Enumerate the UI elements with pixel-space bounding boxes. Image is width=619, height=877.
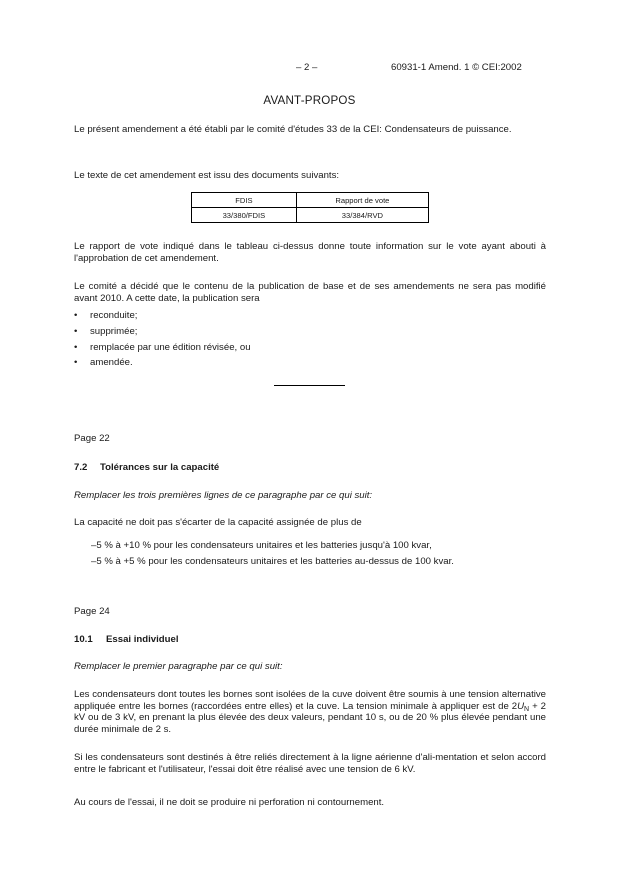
separator-line: [274, 378, 345, 389]
table-cell: 33/384/RVD: [296, 208, 428, 223]
section-heading-number: 10.1: [74, 634, 93, 645]
test-paragraph: [74, 689, 546, 735]
voltage-symbol: U: [517, 700, 525, 712]
page-number: – 2 –: [296, 62, 318, 73]
table-header-cell: Rapport de vote: [296, 193, 428, 208]
list-item-text: remplacée par une édition révisée, ou: [90, 342, 251, 353]
list-item: –5 % à +10 % pour les condensateurs unitaires et les batteries jusqu'à 100 kvar,: [91, 540, 432, 551]
instruction-text: Remplacer le premier paragraphe par ce qui suit:: [74, 661, 283, 672]
instruction-text: Remplacer les trois premières lignes de ce paragraphe par ce qui suit:: [74, 490, 373, 501]
list-item-text: amendée.: [90, 357, 133, 368]
section-heading-number: 7.2: [74, 462, 88, 473]
bullet-icon: •: [74, 357, 78, 368]
list-item: –5 % à +5 % pour les condensateurs unitaires et les batteries au-dessus de 100 kvar.: [91, 556, 454, 567]
body-paragraph: Au cours de l'essai, il ne doit se produire ni perforation ni contournement.: [74, 797, 385, 808]
list-item-text: reconduite;: [90, 310, 138, 321]
bullet-icon: •: [74, 326, 78, 337]
table-cell: 33/380/FDIS: [192, 208, 297, 223]
bullet-icon: •: [74, 310, 78, 321]
page-reference: Page 24: [74, 606, 110, 617]
voltage-subscript: N: [524, 705, 530, 713]
paragraph-text: Les condensateurs dont toutes les bornes sont isolées de la cuve doivent être soumis à une tension alternative appliquée entre les bornes (raccordées entre elles) et la cuve. La tension minimale à appliquer est de 2: [74, 689, 546, 712]
paragraph-text: + 2 kV ou de 3 kV, en prenant la plus élevée des deux valeurs, pendant 10 s, ou de 20 % plus élevée pendant une durée minimale de 2 s.: [74, 700, 546, 735]
table-row: [192, 208, 429, 223]
documents-intro: Le texte de cet amendement est issu des documents suivants:: [74, 170, 340, 181]
standard-reference: 60931-1 Amend. 1 © CEI:2002: [391, 62, 522, 73]
vote-table: [191, 192, 429, 223]
body-paragraph: La capacité ne doit pas s'écarter de la capacité assignée de plus de: [74, 517, 362, 528]
body-paragraph: Si les condensateurs sont destinés à être reliés directement à la ligne aérienne d'ali-mentation et selon accord entre le fabricant et l'utilisateur, l'essai doit être réalisé avec une tension de 6 kV.: [74, 752, 546, 775]
intro-paragraph: Le présent amendement a été établi par le comité d'études 33 de la CEI: Condensateurs de puissance.: [74, 124, 512, 135]
vote-report-paragraph: Le rapport de vote indiqué dans le tableau ci-dessus donne toute information sur le vote ayant abouti à l'approbation de cet amendement.: [74, 241, 546, 264]
list-item-text: supprimée;: [90, 326, 138, 337]
separator-rule: [274, 385, 345, 386]
section-heading-title: Essai individuel: [106, 634, 179, 645]
committee-decision-paragraph: Le comité a décidé que le contenu de la publication de base et de ses amendements ne sera pas modifié avant 2010. A cette date, la publication sera: [74, 281, 546, 304]
page-reference: Page 22: [74, 433, 110, 444]
bullet-icon: •: [74, 342, 78, 353]
page-title: AVANT-PROPOS: [263, 94, 356, 107]
table-header-cell: FDIS: [192, 193, 297, 208]
section-heading-title: Tolérances sur la capacité: [100, 462, 220, 473]
table-header-row: [192, 193, 429, 208]
